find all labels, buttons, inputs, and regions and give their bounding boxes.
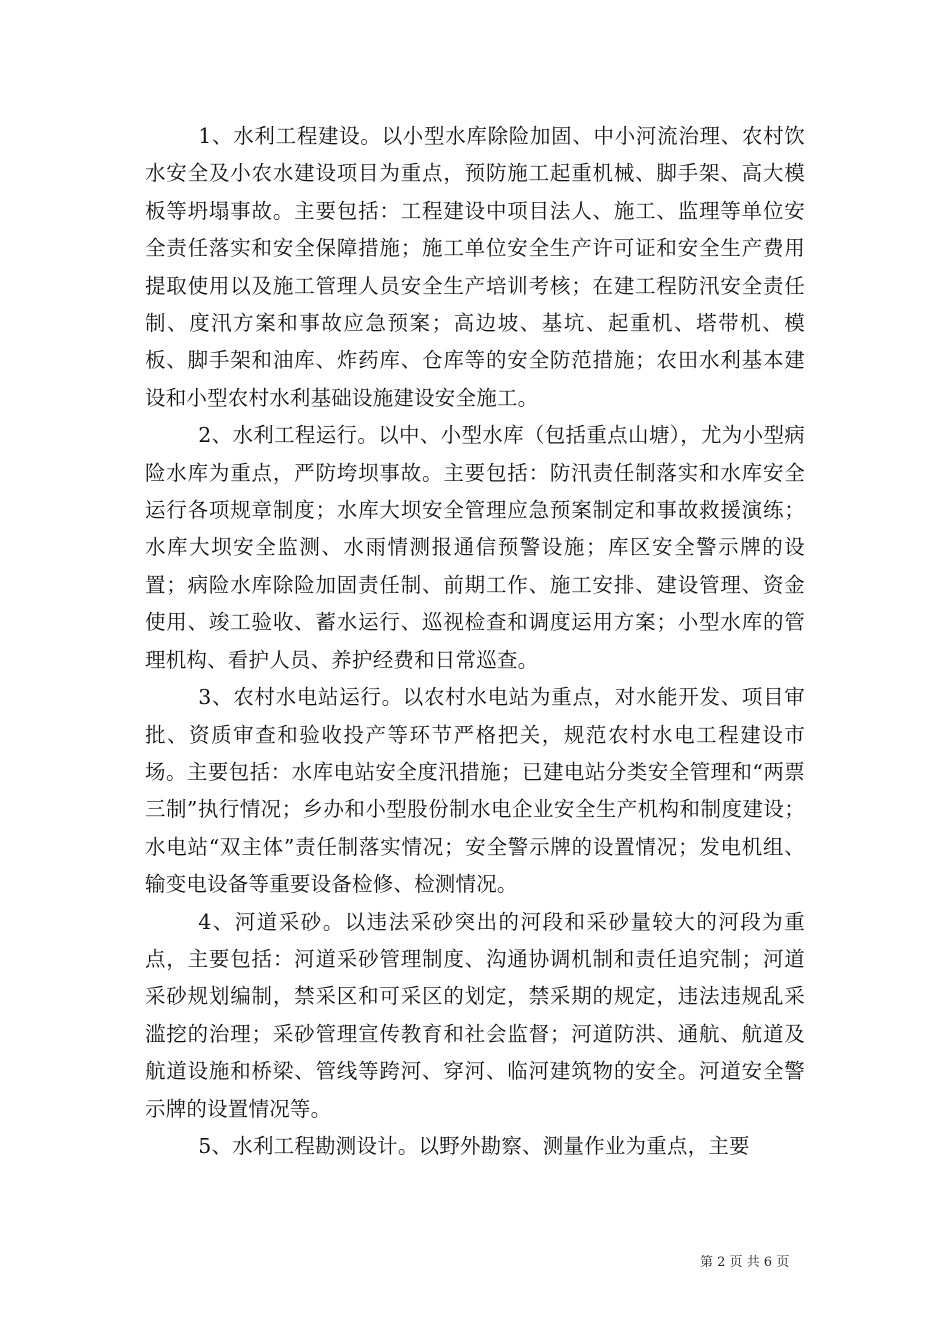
paragraph-1: 1、水利工程建设。以小型水库除险加固、中小河流治理、农村饮水安全及小农水建设项目为重点，预防施工起重机械、脚手架、高大模板等坍塌事故。主要包括：工程建设中项目法人、施工、监理等单位安全责任落实和安全保障措施；施工单位安全生产许可证和安全生产费用提取使用以及施工管理人员安全生产培训考核；在建工程防汛安全责任制、度汛方案和事故应急预案；高边坡、基坑、起重机、塔带机、模板、脚手架和油库、炸药库、仓库等的安全防范措施；农田水利基本建设和小型农村水利基础设施建设安全施工。 (145, 124, 805, 410)
paragraph-4: 4、河道采砂。以违法采砂突出的河段和采砂量较大的河段为重点，主要包括：河道采砂管理制度、沟通协调机制和责任追究制；河道采砂规划编制，禁采区和可采区的划定，禁采期的规定，违法违规乱采滥挖的治理；采砂管理宣传教育和社会监督；河道防洪、通航、航道及航道设施和桥梁、管线等跨河、穿河、临河建筑物的安全。河道安全警示牌的设置情况等。 (145, 909, 805, 1121)
paragraph-3: 3、农村水电站运行。以农村水电站为重点，对水能开发、项目审批、资质审查和验收投产等环节严格把关，规范农村水电工程建设市场。主要包括：水库电站安全度汛措施；已建电站分类安全管理和“两票三制”执行情况；乡办和小型股份制水电企业安全生产机构和制度建设；水电站“双主体”责任制落实情况；安全警示牌的设置情况；发电机组、输变电设备等重要设备检修、检测情况。 (145, 685, 805, 897)
document-body (145, 118, 805, 1165)
paragraph-2: 2、水利工程运行。以中、小型水库（包括重点山塘），尤为小型病险水库为重点，严防垮坝事故。主要包括：防汛责任制落实和水库安全运行各项规章制度；水库大坝安全管理应急预案制定和事故救援演练；水库大坝安全监测、水雨情测报通信预警设施；库区安全警示牌的设置；病险水库除险加固责任制、前期工作、施工安排、建设管理、资金使用、竣工验收、蓄水运行、巡视检查和调度运用方案；小型水库的管理机构、看护人员、养护经费和日常巡查。 (145, 423, 805, 672)
page-number: 第 2 页 共 6 页 (700, 1255, 790, 1270)
paragraph-5: 5、水利工程勘测设计。以野外勘察、测量作业为重点，主要 (198, 1133, 750, 1158)
